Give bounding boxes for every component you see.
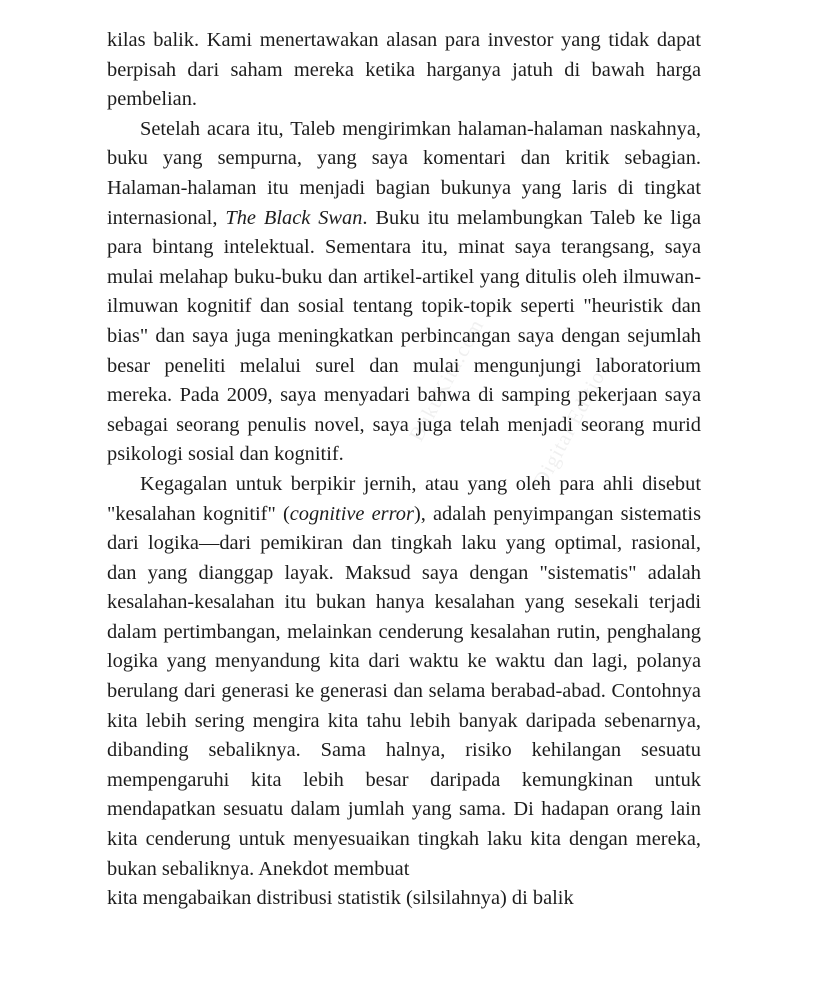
paragraph-clipped-last-line: kita mengabaikan distribusi statistik (silsilahnya) di balik [107,887,574,910]
paragraph-taleb: Setelah acara itu, Taleb mengirimkan halaman-halaman naskahnya, buku yang sempurna, yang saya komentari dan kritik sebagian. Halaman-halaman itu menjadi bagian bukunya yang laris di tingkat internasional, The Black Swan. Buku itu melambungkan Taleb ke liga para bintang intelektual. Sementara itu, minat saya terangsang, saya mulai melahap buku-buku dan artikel-artikel yang ditulis oleh ilmuwan-ilmuwan kognitif dan sosial tentang topik-topik seperti "heuristik dan bias" dan saya juga meningkatkan perbincangan saya dengan sejumlah besar peneliti melalui surel dan mulai mengunjungi laboratorium mereka. Pada 2009, saya menyadari bahwa di samping pekerjaan saya sebagai seorang penulis novel, saya juga telah menjadi seorang murid psikologi sosial dan kognitif. [107,117,701,466]
watermark-line-1: BukuKita.com [404,314,489,446]
watermark-line-2: Digital Edition [528,356,616,492]
paragraph-kegagalan: Kegagalan untuk berpikir jernih, atau yang oleh para ahli disebut "kesalahan kognitif" (cognitive error), adalah penyimpangan sistematis dari logika—dari pemikiran dan tingkah laku yang optimal, rasional, dan yang dianggap layak. Maksud saya dengan "sistematis" adalah kesalahan-kesalahan itu bukan hanya kesalahan yang sesekali terjadi dalam pertimbangan, melainkan cenderung kesalahan rutin, penghalang logika yang menyandung kita dari waktu ke waktu dan lagi, polanya berulang dari generasi ke generasi dan selama berabad-abad. Contohnya kita lebih sering mengira kita tahu lebih banyak daripada sebenarnya, dibanding sebaliknya. Sama halnya, risiko kehilangan sesuatu mempengaruhi kita lebih besar daripada kemungkinan untuk mendapatkan sesuatu dalam jumlah yang sama. Di hadapan orang lain kita cenderung untuk menyesuaikan tingkah laku kita dengan mereka, bukan sebaliknya. Anekdot membuat [107,472,702,880]
page-text-block [107,26,701,914]
paragraph-continued: kilas balik. Kami menertawakan alasan para investor yang tidak dapat berpisah dari saham mereka ketika harganya jatuh di bawah harga pembelian. [107,29,701,111]
italic-title: cognitive error [289,502,414,525]
italic-title: The Black Swan [225,206,363,229]
